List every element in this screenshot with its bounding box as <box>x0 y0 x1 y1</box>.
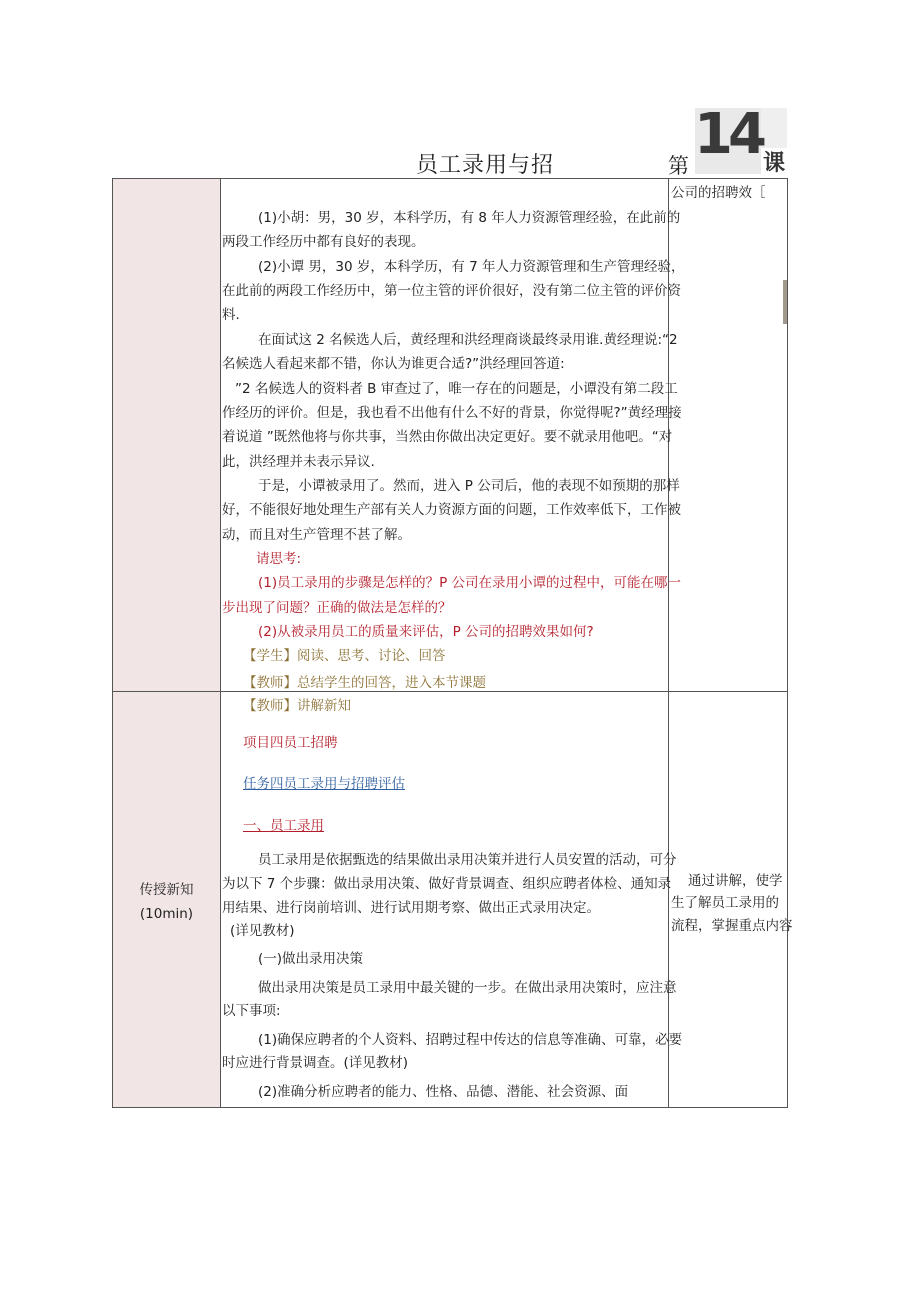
case-line-9: 作经历的评价。但是，我也看不出他有什么不好的背景，你觉得呢?”黄经理接 <box>222 405 682 421</box>
para1-line3: 用结果、进行岗前培训、进行试用期考察、做出正式录用决定。 <box>222 900 600 916</box>
case-line-6: 在面试这 2 名候选人后，黄经理和洪经理商谈最终录用谁.黄经理说:“2 <box>258 332 678 348</box>
table-left-border <box>112 178 113 1108</box>
table-col-divider-1 <box>220 178 221 1108</box>
question-1a: (1)员工录用的步骤是怎样的？P 公司在录用小谭的过程中，可能在哪一 <box>258 575 682 591</box>
case-line-3: (2)小谭 男，30 岁，本科学历，有 7 年人力资源管理和生产管理经验， <box>258 259 685 275</box>
para1-line1: 员工录用是依据甄选的结果做出录用决策并进行人员安置的活动，可分 <box>258 852 677 868</box>
task-title: 任务四员工录用与招聘评估 <box>243 776 405 792</box>
para1-line2: 为以下 7 个步骤：做出录用决策、做好背景调查、组织应聘者体检、通知录 <box>222 876 672 892</box>
teacher-explain: 【教师】讲解新知 <box>243 698 351 714</box>
objective-line3: 流程，掌握重点内容 <box>671 918 793 934</box>
case-line-2: 两段工作经历中都有良好的表现。 <box>222 234 425 250</box>
table-top-border <box>112 178 788 179</box>
case-line-8: ”2 名候选人的资料者 B 审查过了，唯一存在的问题是，小谭没有第二段工 <box>235 381 678 397</box>
left-column-bg <box>113 179 220 1107</box>
case-line-12: 于是，小谭被录用了。然而，进入 P 公司后，他的表现不如预期的那样 <box>258 478 680 494</box>
lesson-number: 14 <box>694 102 762 167</box>
stage-time: (10min) <box>139 906 194 922</box>
para2-line2: 以下事项: <box>222 1003 281 1019</box>
case-line-7: 名候选人看起来都不错，你认为谁更合适?”洪经理回答道: <box>222 356 565 372</box>
table-bottom-border <box>112 1107 788 1108</box>
case-line-5: 料. <box>222 307 240 323</box>
stage-label: 传授新知 <box>139 882 194 898</box>
project-title: 项目四员工招聘 <box>243 735 338 751</box>
teacher-summary: 【教师】总结学生的回答，进入本节课题 <box>243 675 486 691</box>
question-2: (2)从被录用员工的质量来评估，P 公司的招聘效果如何? <box>258 624 594 640</box>
case-line-11: 此，洪经理并未表示异议. <box>222 454 375 470</box>
lesson-badge-ext <box>761 108 787 148</box>
right-edge-strip <box>783 280 787 324</box>
student-activity: 【学生】阅读、思考、讨论、回答 <box>243 648 446 664</box>
para1-line4: (详见教材) <box>230 923 295 939</box>
question-1b: 步出现了问题？正确的做法是怎样的？ <box>222 600 452 616</box>
subsection-1: (一)做出录用决策 <box>258 951 364 967</box>
case-line-4: 在此前的两段工作经历中，第一位主管的评价很好，没有第二位主管的评价资 <box>222 283 681 299</box>
case-line-1: (1)小胡：男，30 岁，本科学历，有 8 年人力资源管理经验，在此前的 <box>258 210 681 226</box>
lesson-prefix: 第 <box>668 154 689 178</box>
objective-line2: 生了解员工录用的 <box>671 895 779 911</box>
case-line-10: 着说道 ”既然他将与你共事，当然由你做出决定更好。要不就录用他吧。“对 <box>222 429 673 445</box>
objective-line1: 通过讲解，使学 <box>688 873 783 889</box>
case-line-14: 动，而且对生产管理不甚了解。 <box>222 527 411 543</box>
page-title: 员工录用与招 <box>416 153 555 178</box>
para3-line1: (1)确保应聘者的个人资料、招聘过程中传达的信息等准确、可靠，必要 <box>258 1032 683 1048</box>
para4-line1: (2)准确分析应聘者的能力、性格、品德、潜能、社会资源、面 <box>258 1084 629 1100</box>
para3-line2: 时应进行背景调查。(详见教材) <box>222 1055 409 1071</box>
table-right-border <box>787 178 788 1108</box>
think-label: 请思考: <box>256 551 302 567</box>
case-line-13: 好，不能很好地处理生产部有关人力资源方面的问题，工作效率低下，工作被 <box>222 502 681 518</box>
para2-line1: 做出录用决策是员工录用中最关键的一步。在做出录用决策时，应注意 <box>258 980 677 996</box>
table-col-divider-2 <box>668 178 669 1108</box>
table-row-divider <box>112 691 788 692</box>
side-note: 公司的招聘效［ <box>671 185 766 201</box>
section-title: 一、员工录用 <box>243 818 324 834</box>
lesson-suffix: 课 <box>763 151 786 176</box>
